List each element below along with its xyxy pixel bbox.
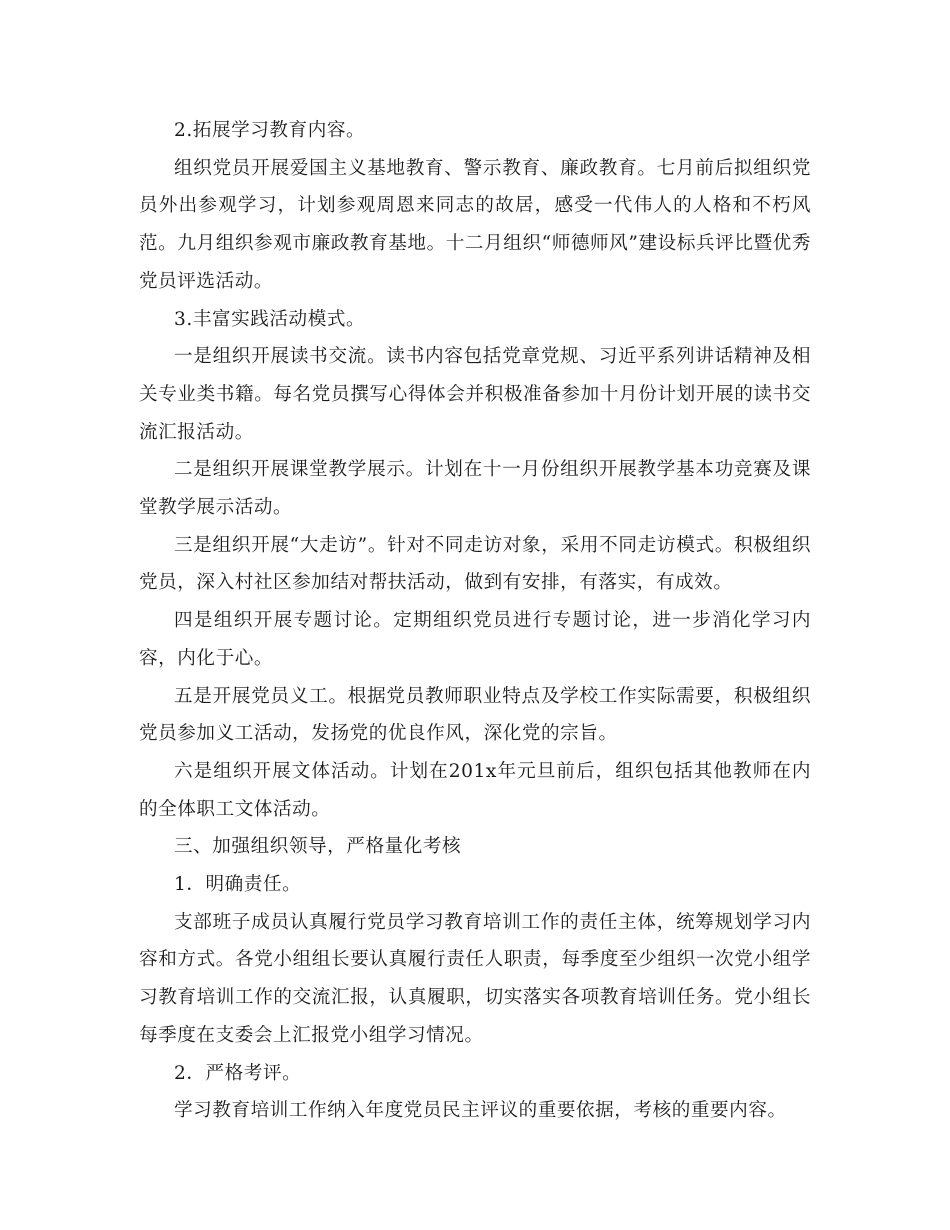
paragraph-reading-exchange: 一是组织开展读书交流。读书内容包括党章党规、习近平系列讲话精神及相关专业类书籍。每名党员撰写心得体会并积极准备参加十月份计划开展的读书交流汇报活动。	[139, 346, 811, 443]
document-body	[139, 112, 811, 1130]
paragraph-volunteer-work: 五是开展党员义工。根据党员教师职业特点及学校工作实际需要，积极组织党员参加义工活动，发扬党的优良作风，深化党的宗旨。	[139, 685, 811, 745]
heading-expand-education: 2.拓展学习教育内容。	[174, 120, 366, 141]
paragraph-big-visit: 三是组织开展“大走访”。针对不同走访对象，采用不同走访模式。积极组织党员，深入村社区参加结对帮扶活动，做到有安排，有落实，有成效。	[139, 534, 811, 594]
section-heading-leadership: 三、加强组织领导，严格量化考核	[174, 836, 462, 858]
paragraph-responsibility: 支部班子成员认真履行党员学习教育培训工作的责任主体，统筹规划学习内容和方式。各党小组组长要认真履行责任人职责，每季度至少组织一次党小组学习教育培训工作的交流汇报，认真履职，切实落实各项教育培训任务。党小组长每季度在支委会上汇报党小组学习情况。	[139, 911, 811, 1046]
heading-practice-activities: 3.丰富实践活动模式。	[174, 308, 366, 330]
heading-clarify-responsibility: 1．明确责任。	[174, 874, 302, 896]
paragraph-evaluation: 学习教育培训工作纳入年度党员民主评议的重要依据，考核的重要内容。	[174, 1100, 787, 1122]
heading-strict-evaluation: 2．严格考评。	[174, 1062, 302, 1084]
paragraph-patriotic-education: 组织党员开展爱国主义基地教育、警示教育、廉政教育。七月前后拟组织党员外出参观学习，计划参观周恩来同志的故居，感受一代伟人的人格和不朽风范。九月组织参观市廉政教育基地。十二月组织“师德师风”建设标兵评比暨优秀党员评选活动。	[139, 157, 811, 292]
paragraph-topic-discussion: 四是组织开展专题讨论。定期组织党员进行专题讨论，进一步消化学习内容，内化于心。	[139, 610, 811, 669]
paragraph-cultural-sports: 六是组织开展文体活动。计划在201x年元旦前后，组织包括其他教师在内的全体职工文体活动。	[139, 760, 811, 820]
paragraph-classroom-teaching: 二是组织开展课堂教学展示。计划在十一月份组织开展教学基本功竞赛及课堂教学展示活动。	[139, 459, 811, 519]
